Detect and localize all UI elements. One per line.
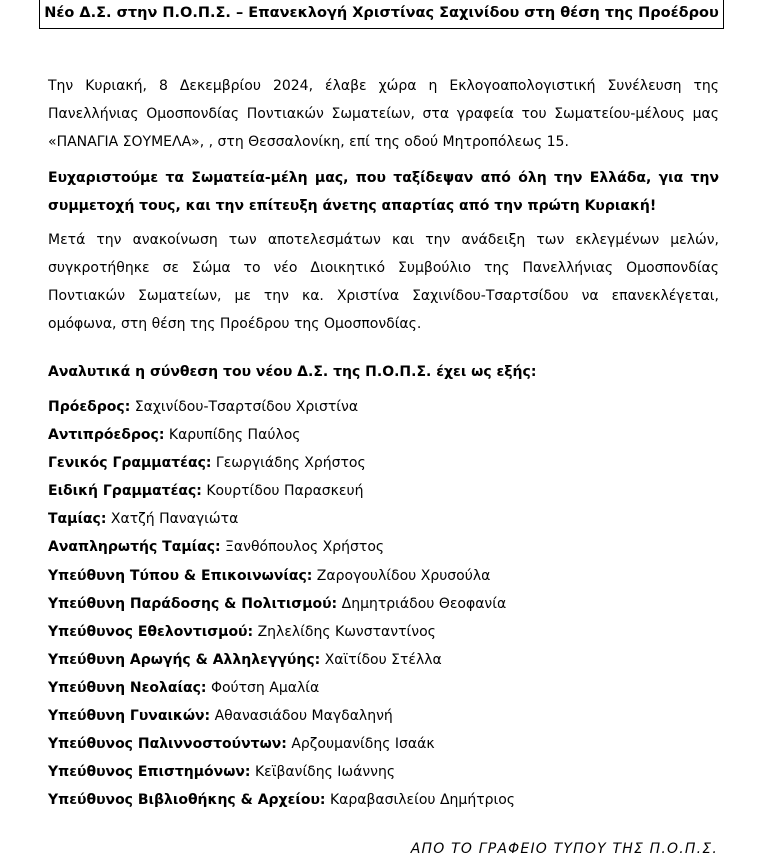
board-member-role: Ταμίας: xyxy=(48,511,107,528)
board-member-name: Αρζουμανίδης Ισαάκ xyxy=(291,736,435,753)
board-member-name: Δημητριάδου Θεοφανία xyxy=(341,595,507,612)
board-member-role: Αναπληρωτής Ταμίας: xyxy=(48,539,221,556)
results-paragraph: Μετά την ανακοίνωση των αποτελεσμάτων και την ανάδειξη των εκλεγμένων μελών, συγκροτήθηκε σε Σώμα το νέο Διοικητικό Συμβούλιο της Πανελλήνιας Ομοσπονδίας Ποντιακών Σωματείων, με την κα. Χριστίνα Σαχινίδου-Τσαρτσίδου να επανεκλέγεται, ομόφωνα, στη θέση της Προέδρου της Ομοσπονδίας. xyxy=(48,232,719,332)
board-member-name: Γεωργιάδης Χρήστος xyxy=(215,455,366,472)
board-member-role: Υπεύθυνη Γυναικών: xyxy=(48,708,211,725)
press-release-title: Νέο Δ.Σ. στην Π.Ο.Π.Σ. – Επανεκλογή Χριστίνας Σαχινίδου στη θέση της Προέδρου xyxy=(39,0,724,29)
board-member-role: Υπεύθυνη Τύπου & Επικοινωνίας: xyxy=(48,567,313,584)
board-member-role: Υπεύθυνος Βιβλιοθήκης & Αρχείου: xyxy=(48,792,326,809)
board-member-role: Υπεύθυνος Εθελοντισμού: xyxy=(48,623,254,640)
board-member-name: Χαϊτίδου Στέλλα xyxy=(324,651,442,668)
board-member-repatriates xyxy=(48,730,515,758)
board-member-name: Καρυπίδης Παύλος xyxy=(168,427,301,444)
board-member-role: Γενικός Γραμματέας: xyxy=(48,455,212,472)
board-member-name: Ξανθόπουλος Χρήστος xyxy=(225,539,385,556)
board-member-library-archive xyxy=(48,786,515,814)
board-members-list xyxy=(48,393,515,814)
board-member-role: Υπεύθυνος Επιστημόνων: xyxy=(48,764,251,781)
board-composition-heading: Αναλυτικά η σύνθεση του νέου Δ.Σ. της Π.Ο.Π.Σ. έχει ως εξής: xyxy=(48,364,537,380)
board-member-general-secretary xyxy=(48,449,515,477)
board-member-name: Χατζή Παναγιώτα xyxy=(110,511,239,528)
board-member-name: Καραβασιλείου Δημήτριος xyxy=(329,792,516,809)
board-member-volunteering xyxy=(48,618,515,646)
board-member-special-secretary xyxy=(48,477,515,505)
board-member-name: Κεϊβανίδης Ιωάννης xyxy=(254,764,396,781)
board-member-youth xyxy=(48,674,515,702)
board-member-name: Κουρτίδου Παρασκευή xyxy=(206,483,364,500)
board-member-treasurer xyxy=(48,505,515,533)
board-member-president xyxy=(48,393,515,421)
board-member-name: Ζηλελίδης Κωνσταντίνος xyxy=(257,623,436,640)
board-member-scientists xyxy=(48,758,515,786)
board-member-name: Ζαρογουλίδου Χρυσούλα xyxy=(316,567,491,584)
board-member-name: Αθανασιάδου Μαγδαληνή xyxy=(214,708,393,725)
board-member-name: Φούτση Αμαλία xyxy=(210,679,320,696)
board-member-deputy-treasurer xyxy=(48,533,515,561)
board-member-role: Υπεύθυνη Νεολαίας: xyxy=(48,679,207,696)
board-member-role: Ειδική Γραμματέας: xyxy=(48,483,202,500)
board-member-role: Υπεύθυνη Αρωγής & Αλληλεγγύης: xyxy=(48,651,321,668)
board-member-role: Υπεύθυνη Παράδοσης & Πολιτισμού: xyxy=(48,595,338,612)
intro-paragraph: Την Κυριακή, 8 Δεκεμβρίου 2024, έλαβε χώρα η Εκλογοαπολογιστική Συνέλευση της Πανελλήνιας Ομοσπονδίας Ποντιακών Σωματείων, στα γραφεία του Σωματείου-μέλους μας «ΠΑΝΑΓΙΑ ΣΟΥΜΕΛΑ», , στη Θεσσαλονίκη, επί της οδού Μητροπόλεως 15. xyxy=(48,78,719,150)
board-member-press-communication xyxy=(48,562,515,590)
board-member-aid-solidarity xyxy=(48,646,515,674)
board-member-role: Πρόεδρος: xyxy=(48,399,131,415)
board-member-role: Υπεύθυνος Παλιννοστούντων: xyxy=(48,736,287,753)
board-member-name: Σαχινίδου-Τσαρτσίδου Χριστίνα xyxy=(134,399,359,415)
thanks-paragraph: Ευχαριστούμε τα Σωματεία-μέλη μας, που ταξίδεψαν από όλη την Ελλάδα, για την συμμετοχή τους, και την επίτευξη άνετης απαρτίας από την πρώτη Κυριακή! xyxy=(48,170,719,214)
board-member-vice-president xyxy=(48,421,515,449)
board-member-tradition-culture xyxy=(48,590,515,618)
press-office-signature: ΑΠΟ ΤΟ ΓΡΑΦΕΙΟ ΤΥΠΟΥ ΤΗΣ Π.Ο.Π.Σ. xyxy=(410,841,718,857)
board-member-role: Αντιπρόεδρος: xyxy=(48,427,165,444)
board-member-women xyxy=(48,702,515,730)
